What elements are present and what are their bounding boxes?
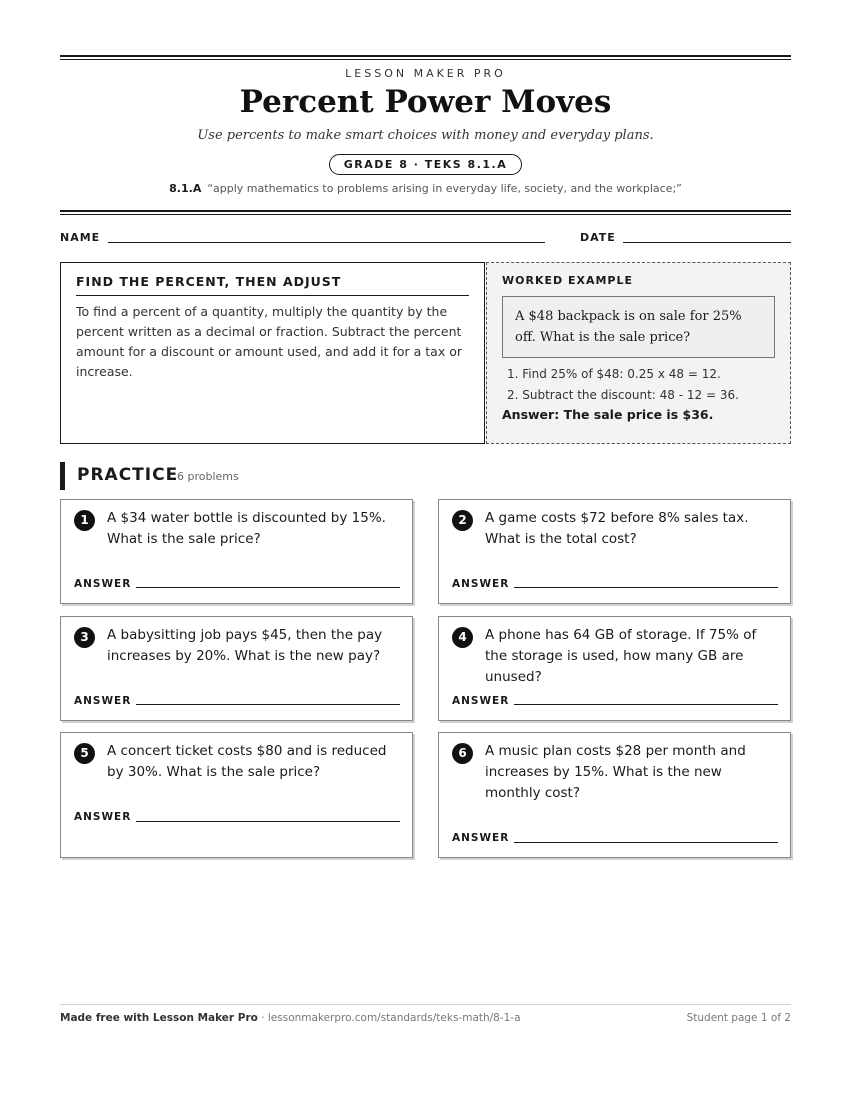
standard-statement: [60, 182, 791, 195]
practice-title: PRACTICE: [77, 465, 179, 485]
problem-text: A music plan costs $28 per month and increases by 15%. What is the new monthly cost?: [485, 743, 746, 801]
answer-field[interactable]: [514, 842, 778, 843]
answer-field[interactable]: [136, 587, 400, 588]
problem-number: 6: [452, 743, 473, 764]
answer-label: ANSWER: [74, 811, 132, 823]
problem-text: A concert ticket costs $80 and is reduced by 30%. What is the sale price?: [107, 743, 387, 780]
worked-example-question: A $48 backpack is on sale for 25% off. What is the sale price?: [502, 296, 775, 358]
student-info-row: [60, 230, 791, 246]
page-title: Percent Power Moves: [239, 84, 612, 120]
problem-card: [438, 732, 791, 858]
footer-made-with: Made free with Lesson Maker Pro: [60, 1012, 258, 1024]
problem-card: [60, 616, 413, 721]
footer-page-number: Student page 1 of 2: [686, 1012, 791, 1024]
answer-label: ANSWER: [74, 695, 132, 707]
worked-example-steps: [502, 364, 775, 406]
answer-field[interactable]: [136, 821, 400, 822]
problem-number: 4: [452, 627, 473, 648]
problem-text: A $34 water bottle is discounted by 15%. What is the sale price?: [107, 510, 386, 547]
name-field[interactable]: [108, 242, 545, 243]
name-label: NAME: [60, 231, 101, 244]
problem-number: 2: [452, 510, 473, 531]
worksheet-page: [60, 0, 791, 1100]
answer-field[interactable]: [514, 587, 778, 588]
problem-number: 3: [74, 627, 95, 648]
answer-label: ANSWER: [452, 832, 510, 844]
date-label: DATE: [580, 231, 616, 244]
problem-card: [60, 499, 413, 604]
standard-code: 8.1.A: [169, 182, 202, 195]
brand-name: LESSON MAKER PRO: [345, 67, 506, 80]
page-subtitle: Use percents to make smart choices with money and everyday plans.: [197, 128, 654, 143]
standard-text: “apply mathematics to problems arising in everyday life, society, and the workplace;”: [207, 182, 682, 195]
worked-example-step: 2. Subtract the discount: 48 - 12 = 36.: [507, 388, 739, 402]
answer-label: ANSWER: [452, 578, 510, 590]
worked-example-answer: Answer: The sale price is $36.: [502, 407, 714, 422]
problem-card: [438, 616, 791, 721]
answer-field[interactable]: [136, 704, 400, 705]
grade-badge: GRADE 8 · TEKS 8.1.A: [329, 154, 522, 175]
answer-label: ANSWER: [74, 578, 132, 590]
problem-text: A game costs $72 before 8% sales tax. What is the total cost?: [485, 510, 749, 547]
concept-box: [60, 262, 485, 444]
problem-number: 1: [74, 510, 95, 531]
worked-example-step: 1. Find 25% of $48: 0.25 x 48 = 12.: [507, 367, 721, 381]
worked-example-box: [486, 262, 791, 444]
problem-card: [438, 499, 791, 604]
problem-card: [60, 732, 413, 858]
concept-title: FIND THE PERCENT, THEN ADJUST: [76, 274, 469, 296]
problem-number: 5: [74, 743, 95, 764]
footer-rule: [60, 1004, 791, 1005]
practice-accent-bar: [60, 462, 65, 490]
concept-body: To find a percent of a quantity, multiply the quantity by the percent written as a decimal or fraction. Subtract the percent amount for a discount or amount used, and add it for a tax or increase.: [76, 304, 462, 379]
practice-count: 6 problems: [177, 470, 239, 483]
date-field[interactable]: [623, 242, 791, 243]
worked-example-title: WORKED EXAMPLE: [502, 274, 633, 287]
header-top-rule: [60, 55, 791, 60]
footer-credit: [60, 1012, 521, 1024]
header-bottom-rule: [60, 210, 791, 215]
problem-text: A babysitting job pays $45, then the pay increases by 20%. What is the new pay?: [107, 627, 383, 664]
problem-text: A phone has 64 GB of storage. If 75% of the storage is used, how many GB are unused?: [485, 627, 757, 685]
answer-field[interactable]: [514, 704, 778, 705]
footer-url[interactable]: · lessonmakerpro.com/standards/teks-math/8-1-a: [261, 1012, 521, 1024]
answer-label: ANSWER: [452, 695, 510, 707]
